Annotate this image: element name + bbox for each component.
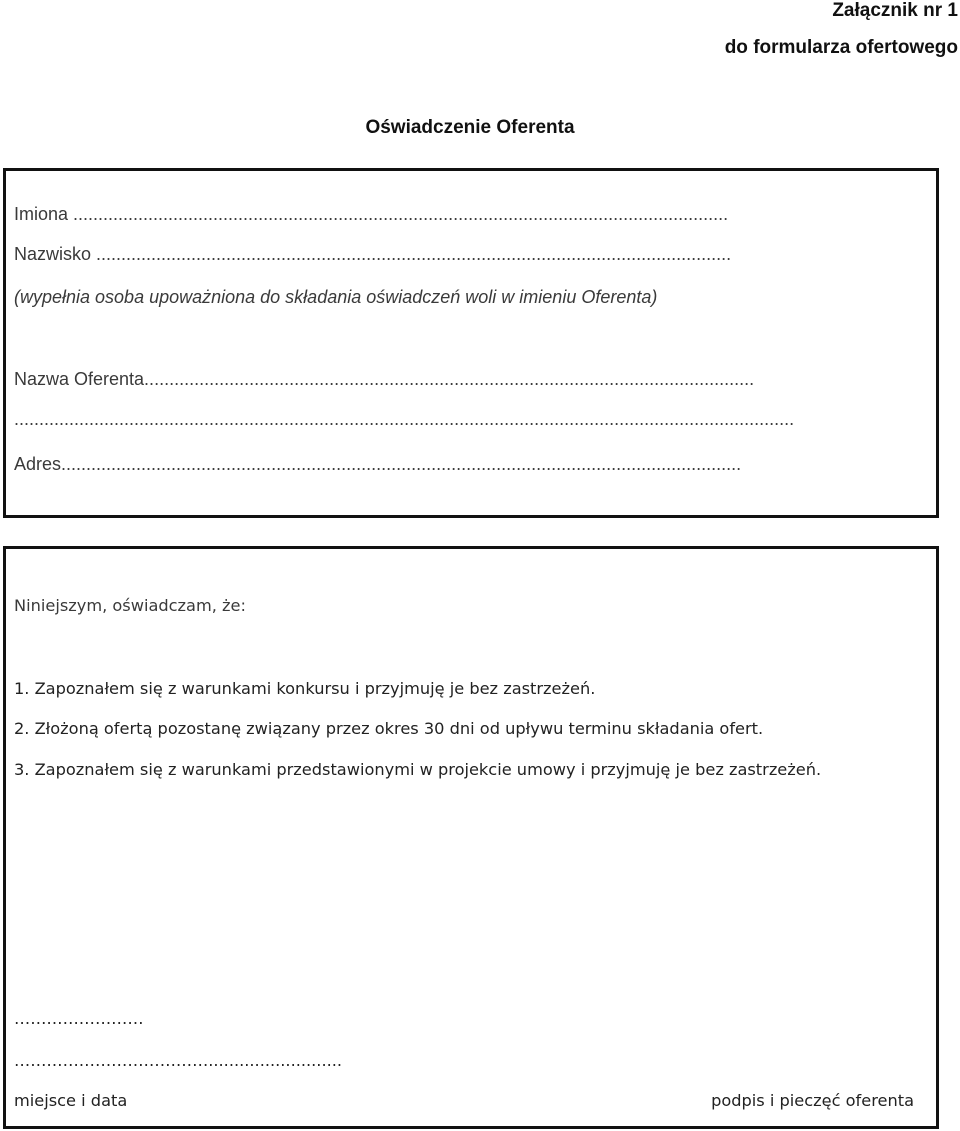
- statement-item-3: 3. Zapoznałem się z warunkami przedstawionymi w projekcie umowy i przyjmuję je bez zastrzeżeń.: [14, 760, 822, 779]
- place-date-dots: ……………………: [14, 1009, 144, 1028]
- company-name-continuation: ............................................................................................................................................................: [14, 409, 795, 429]
- first-names-field: Imiona ...................................................................................................................................: [14, 204, 729, 224]
- authorized-person-note: (wypełnia osoba upoważniona do składania oświadczeń woli w imieniu Oferenta): [14, 287, 658, 307]
- signature-label: podpis i pieczęć oferenta: [711, 1091, 914, 1110]
- attachment-title: Załącznik nr 1: [832, 0, 958, 21]
- statement-item-2: 2. Złożoną ofertą pozostanę związany przez okres 30 dni od upływu terminu składania ofert.: [14, 719, 764, 738]
- address-field: Adres........................................................................................................................................: [14, 454, 742, 474]
- last-name-field: Nazwisko ...............................................................................................................................: [14, 244, 732, 264]
- statement-intro: Niniejszym, oświadczam, że:: [14, 596, 246, 615]
- statement-box: [3, 546, 939, 1129]
- offerer-data-box: [3, 168, 939, 518]
- document-title: Oświadczenie Oferenta: [365, 117, 575, 138]
- place-date-label: miejsce i data: [14, 1091, 128, 1110]
- attachment-subtitle: do formularza ofertowego: [724, 37, 958, 58]
- company-name-field: Nazwa Oferenta..........................................................................................................................: [14, 369, 755, 389]
- place-date-dots-long: ………………………………..........................: [14, 1051, 343, 1070]
- statement-item-1: 1. Zapoznałem się z warunkami konkursu i przyjmuję je bez zastrzeżeń.: [14, 679, 596, 698]
